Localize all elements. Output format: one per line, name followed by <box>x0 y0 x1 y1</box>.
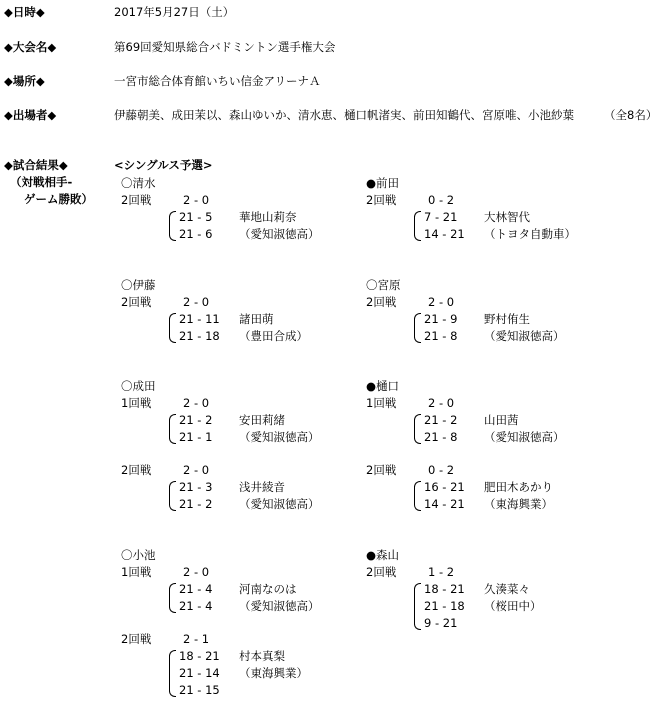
game-score: 21 - 2 <box>179 413 213 427</box>
round-header <box>121 294 351 311</box>
match-result: 2 - 0 <box>428 295 455 309</box>
venue-label: ◆場所◆ <box>4 74 45 88</box>
round-label: 2回戦 <box>121 193 152 207</box>
game-scores <box>414 311 596 345</box>
opponent-name: 山田茜 <box>484 413 519 427</box>
round-header <box>366 395 596 412</box>
opponent-name: 華地山莉奈 <box>239 210 297 224</box>
date-value: 2017年5月27日（土） <box>114 5 235 19</box>
player-name: 〇伊藤 <box>121 278 156 292</box>
bracket <box>414 481 421 511</box>
game-scores <box>414 209 596 243</box>
game-scores <box>169 479 351 513</box>
results-label <box>4 157 93 208</box>
game-score: 21 - 18 <box>179 329 220 343</box>
player-block <box>366 175 596 243</box>
game-score: 21 - 15 <box>179 683 220 697</box>
results-subtitle-2: ゲーム勝敗） <box>24 192 93 206</box>
bracket <box>169 481 176 511</box>
game-scores <box>169 311 351 345</box>
round-label: 2回戦 <box>366 565 397 579</box>
round-label: 1回戦 <box>121 565 152 579</box>
game-score: 21 - 4 <box>179 599 213 613</box>
opponent-team: （東海興業） <box>484 497 553 511</box>
player-name: ●森山 <box>366 548 400 562</box>
bracket <box>414 211 421 241</box>
results-subtitle-1: （対戦相手- <box>10 175 73 189</box>
round-label: 2回戦 <box>121 295 152 309</box>
round-header <box>366 462 596 479</box>
round-header <box>121 631 351 648</box>
game-scores <box>169 648 351 699</box>
round-label: 2回戦 <box>366 295 397 309</box>
opponent-team: （豊田合成） <box>239 329 308 343</box>
opponent-name: 安田莉緒 <box>239 413 285 427</box>
game-score: 21 - 14 <box>179 666 220 680</box>
round-header <box>121 462 351 479</box>
match-result: 1 - 2 <box>428 565 455 579</box>
opponent-name: 大林智代 <box>484 210 530 224</box>
round-header <box>366 564 596 581</box>
opponent-name: 村本真梨 <box>239 649 285 663</box>
game-score: 21 - 18 <box>424 599 465 613</box>
player-block <box>366 277 596 345</box>
round-label: 2回戦 <box>121 463 152 477</box>
game-scores <box>414 581 596 632</box>
venue-value: 一宮市総合体育館いちい信金アリーナＡ <box>114 74 321 88</box>
opponent-team: （東海興業） <box>239 666 308 680</box>
player-name: ●樋口 <box>366 379 400 393</box>
player-block <box>121 277 351 345</box>
game-score: 21 - 3 <box>179 480 213 494</box>
bracket <box>169 583 176 613</box>
player-block <box>366 378 596 513</box>
bracket <box>414 414 421 444</box>
opponent-team: （愛知淑徳高） <box>239 227 320 241</box>
opponent-team: （愛知淑徳高） <box>484 430 565 444</box>
players-value: 伊藤朝美、成田茉以、森山ゆいか、清水恵、樋口帆渚実、前田知鶴代、宮原唯、小池紗葉 <box>114 108 574 122</box>
opponent-name: 久湊菜々 <box>484 582 530 596</box>
opponent-name: 浅井綾音 <box>239 480 285 494</box>
players-label: ◆出場者◆ <box>4 108 57 122</box>
match-result: 2 - 0 <box>183 396 210 410</box>
players-count: （全8名） <box>604 108 657 122</box>
date-label: ◆日時◆ <box>4 5 45 19</box>
game-score: 9 - 21 <box>424 616 458 630</box>
opponent-team: （愛知淑徳高） <box>239 497 320 511</box>
opponent-team: （愛知淑徳高） <box>484 329 565 343</box>
round-label: 1回戦 <box>366 396 397 410</box>
section-title: <シングルス予選> <box>114 158 213 172</box>
opponent-name: 肥田木あかり <box>484 480 553 494</box>
player-name: 〇清水 <box>121 176 156 190</box>
opponent-name: 野村侑生 <box>484 312 530 326</box>
bracket <box>169 650 176 697</box>
bracket <box>169 211 176 241</box>
bracket <box>414 313 421 343</box>
event-value: 第69回愛知県総合バドミントン選手権大会 <box>114 40 336 54</box>
match-result: 2 - 0 <box>183 193 210 207</box>
opponent-team: （トヨタ自動車） <box>484 227 576 241</box>
game-score: 21 - 11 <box>179 312 220 326</box>
player-block <box>121 175 351 243</box>
player-name: 〇宮原 <box>366 278 401 292</box>
bracket <box>414 583 421 630</box>
game-score: 18 - 21 <box>424 582 465 596</box>
event-label: ◆大会名◆ <box>4 40 57 54</box>
bracket <box>169 313 176 343</box>
round-label: 2回戦 <box>366 463 397 477</box>
player-name: 〇成田 <box>121 379 156 393</box>
player-block <box>121 547 351 699</box>
game-score: 21 - 1 <box>179 430 213 444</box>
game-score: 21 - 2 <box>424 413 458 427</box>
game-scores <box>414 479 596 513</box>
opponent-name: 河南なのは <box>239 582 297 596</box>
game-score: 21 - 5 <box>179 210 213 224</box>
opponent-team: （愛知淑徳高） <box>239 599 320 613</box>
round-header <box>121 395 351 412</box>
round-label: 2回戦 <box>121 632 152 646</box>
game-score: 16 - 21 <box>424 480 465 494</box>
game-scores <box>414 412 596 446</box>
player-block <box>121 378 351 513</box>
game-score: 14 - 21 <box>424 227 465 241</box>
game-scores <box>169 412 351 446</box>
opponent-name: 諸田萌 <box>239 312 274 326</box>
opponent-team: （愛知淑徳高） <box>239 430 320 444</box>
match-result: 0 - 2 <box>428 193 455 207</box>
round-header <box>121 564 351 581</box>
game-score: 21 - 9 <box>424 312 458 326</box>
match-result: 2 - 0 <box>183 565 210 579</box>
match-result: 2 - 0 <box>428 396 455 410</box>
game-score: 21 - 8 <box>424 329 458 343</box>
match-result: 0 - 2 <box>428 463 455 477</box>
game-score: 14 - 21 <box>424 497 465 511</box>
round-header <box>121 192 351 209</box>
player-name: ●前田 <box>366 176 400 190</box>
bracket <box>169 414 176 444</box>
game-score: 18 - 21 <box>179 649 220 663</box>
match-result: 2 - 0 <box>183 295 210 309</box>
round-label: 2回戦 <box>366 193 397 207</box>
game-scores <box>169 581 351 615</box>
player-block <box>366 547 596 632</box>
game-score: 7 - 21 <box>424 210 458 224</box>
game-score: 21 - 6 <box>179 227 213 241</box>
round-header <box>366 294 596 311</box>
match-result: 2 - 1 <box>183 632 210 646</box>
game-score: 21 - 2 <box>179 497 213 511</box>
game-score: 21 - 4 <box>179 582 213 596</box>
results-title: ◆試合結果◆ <box>4 158 68 172</box>
opponent-team: （桜田中） <box>484 599 542 613</box>
game-score: 21 - 8 <box>424 430 458 444</box>
round-header <box>366 192 596 209</box>
match-result: 2 - 0 <box>183 463 210 477</box>
game-scores <box>169 209 351 243</box>
player-name: 〇小池 <box>121 548 156 562</box>
round-label: 1回戦 <box>121 396 152 410</box>
